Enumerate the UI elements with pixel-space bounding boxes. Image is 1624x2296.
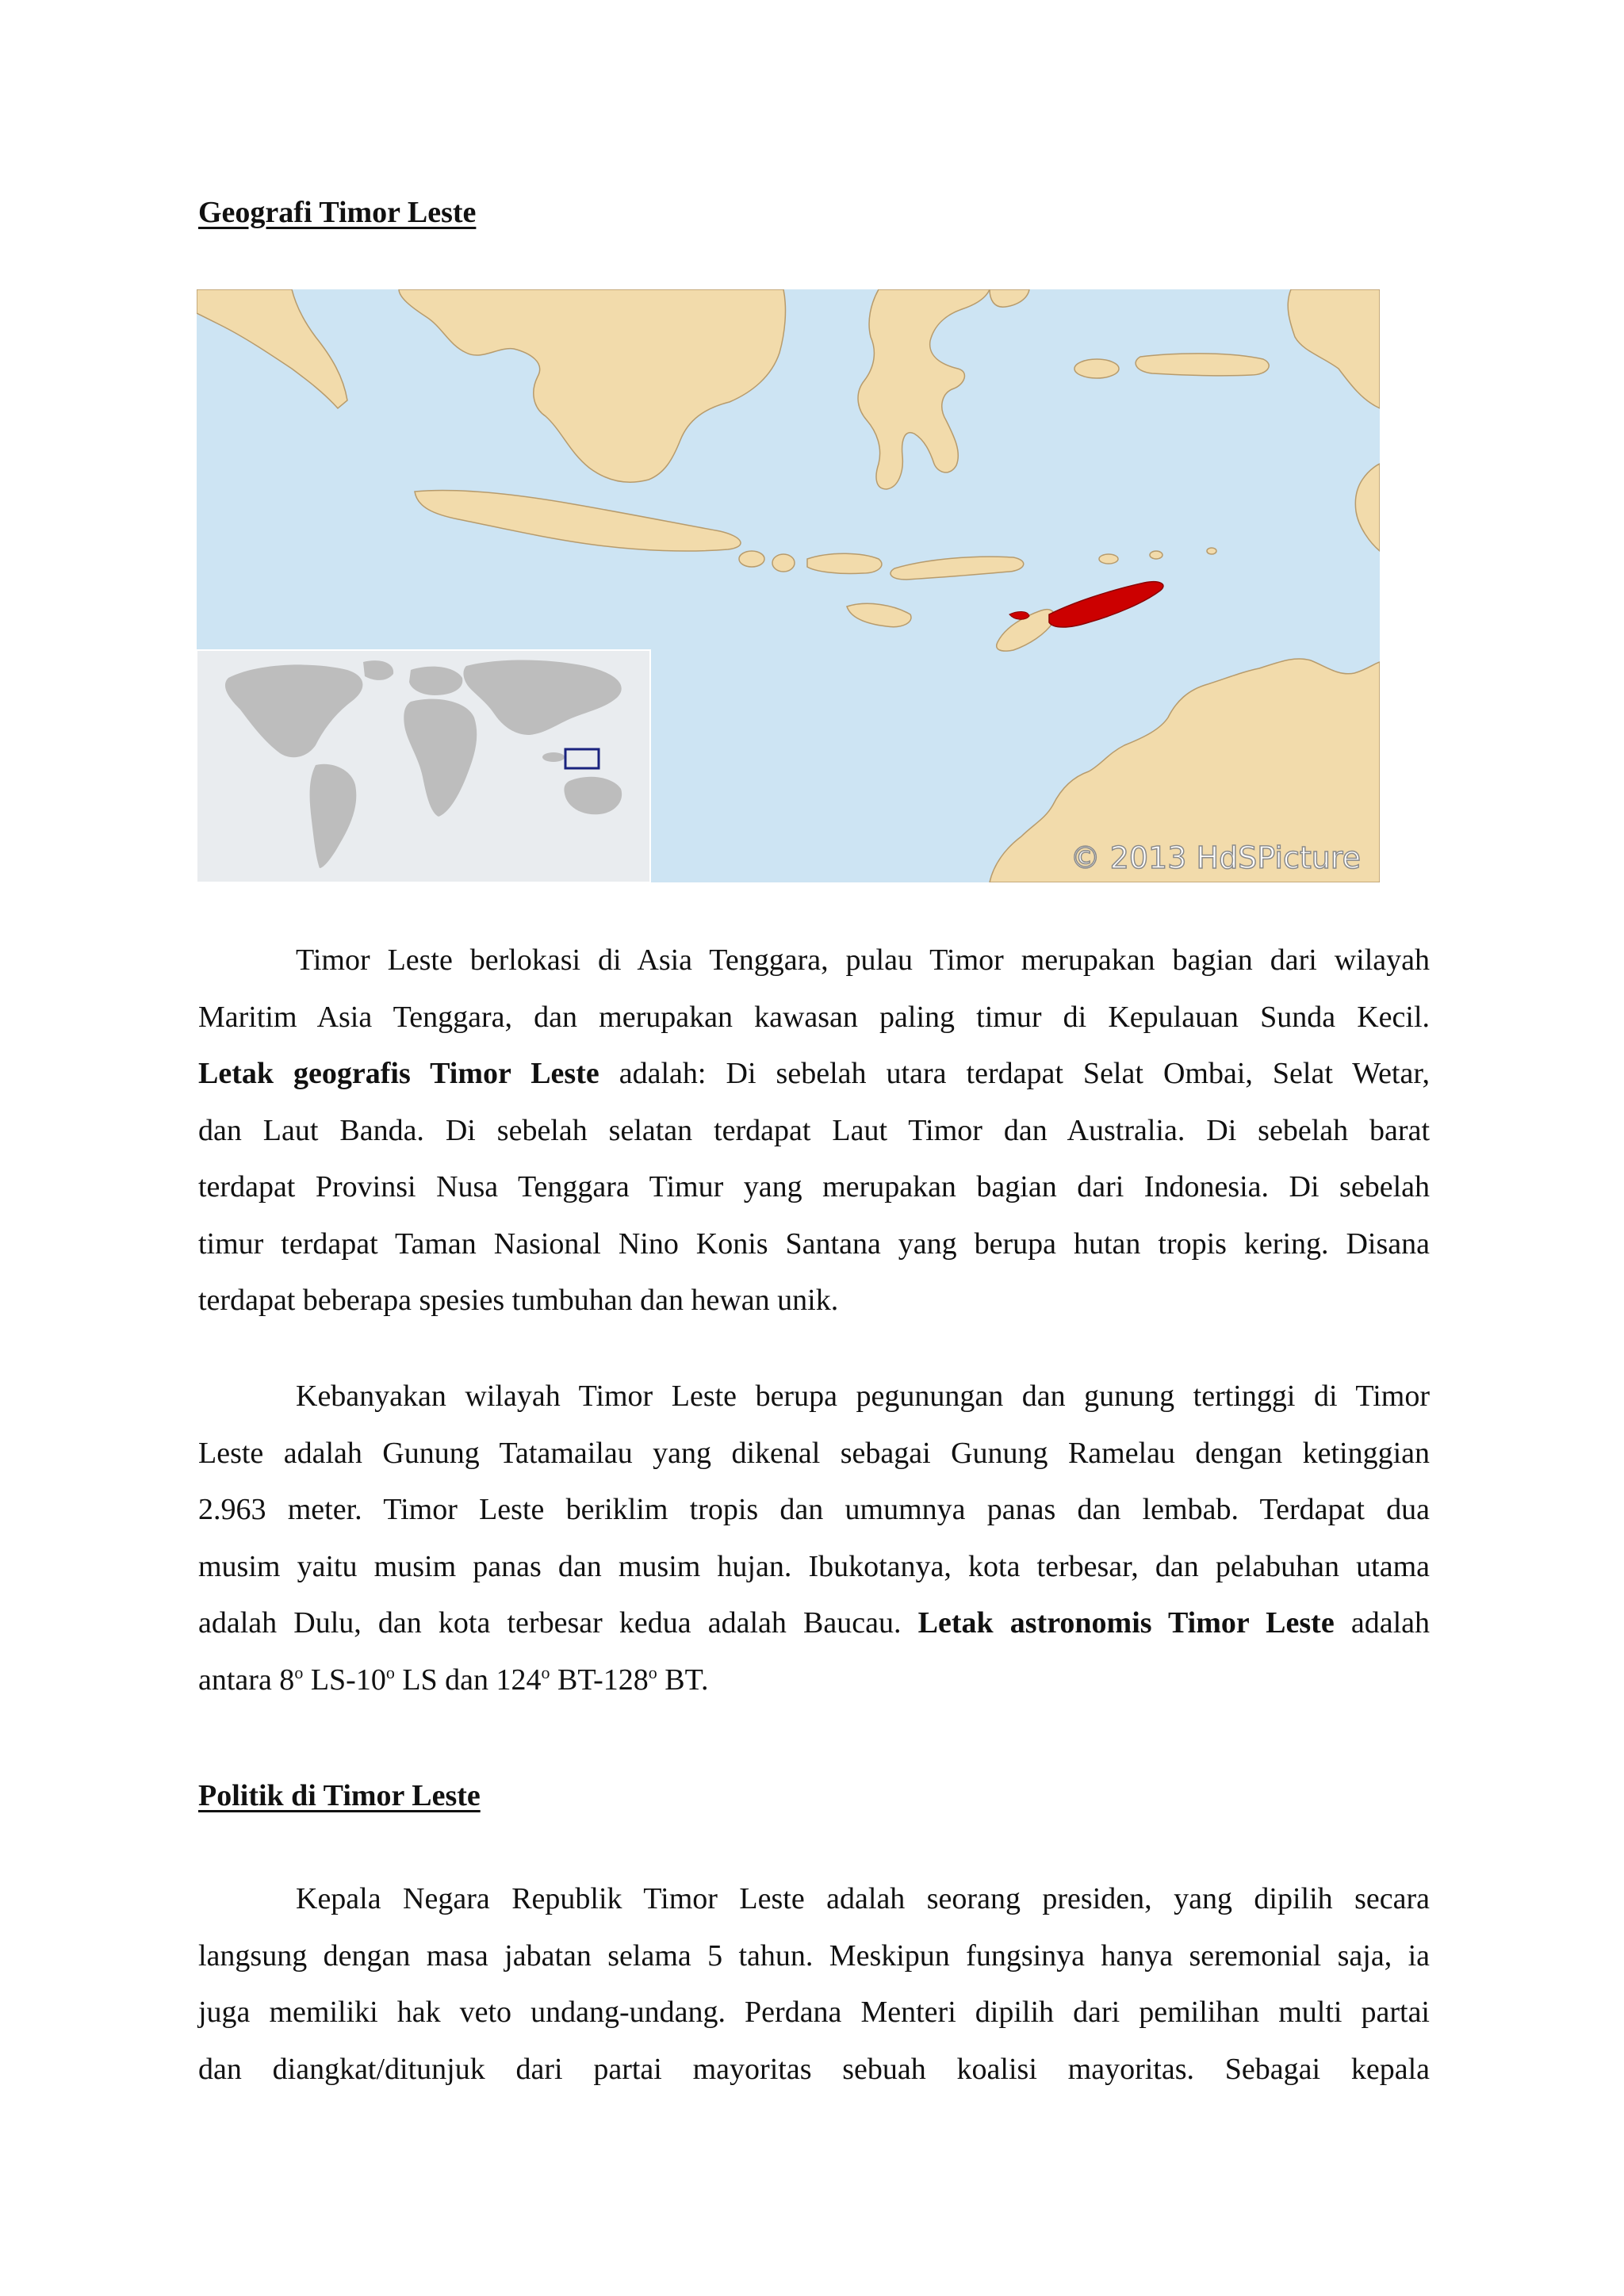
text-line: Letak geografis Timor Leste adalah: Di sebelah utara terdapat Selat Ombai, Selat Wetar, bbox=[198, 1057, 1430, 1090]
paragraph-geografi-2 bbox=[198, 1368, 1430, 1709]
map-land-buru bbox=[1074, 359, 1119, 378]
text-line: Maritim Asia Tenggara, dan merupakan kawasan paling timur di Kepulauan Sunda Kecil. bbox=[198, 1000, 1430, 1034]
text-line: musim yaitu musim panas dan musim hujan. Ibukotanya, kota terbesar, dan pelabuhan utama bbox=[198, 1549, 1430, 1583]
text-line: adalah Dulu, dan kota terbesar kedua adalah Baucau. Letak astronomis Timor Leste adalah bbox=[198, 1606, 1430, 1640]
text-line: dan diangkat/ditunjuk dari partai mayoritas sebuah koalisi mayoritas. Sebagai kepala bbox=[198, 2052, 1430, 2086]
map-land-seram bbox=[1136, 354, 1269, 376]
text-line: Kebanyakan wilayah Timor Leste berupa pegunungan dan gunung tertinggi di Timor bbox=[296, 1380, 1430, 1413]
text-line: langsung dengan masa jabatan selama 5 tahun. Meskipun fungsinya hanya seremonial saja, ia bbox=[198, 1938, 1430, 1973]
text-line: dan Laut Banda. Di sebelah selatan terdapat Laut Timor dan Australia. Di sebelah barat bbox=[198, 1113, 1430, 1147]
text-line: 2.963 meter. Timor Leste beriklim tropis dan umumnya panas dan lembab. Terdapat dua bbox=[198, 1493, 1430, 1526]
timor-leste-location-map bbox=[197, 289, 1380, 882]
text-line: Timor Leste berlokasi di Asia Tenggara, pulau Timor merupakan bagian dari wilayah bbox=[296, 943, 1430, 977]
map-graphic bbox=[197, 289, 1380, 882]
map-land-sumbawa bbox=[807, 553, 882, 573]
text-line: terdapat Provinsi Nusa Tenggara Timur yang merupakan bagian dari Indonesia. Di sebelah bbox=[198, 1170, 1430, 1203]
map-land-bali bbox=[739, 551, 764, 567]
text-line: terdapat beberapa spesies tumbuhan dan hewan unik. bbox=[198, 1284, 839, 1317]
section-heading-geografi: Geografi Timor Leste bbox=[198, 196, 477, 229]
map-land-wetar bbox=[1099, 554, 1118, 564]
text-line: juga memiliki hak veto undang-undang. Perdana Menteri dipilih dari pemilihan multi partai bbox=[198, 1996, 1430, 2029]
bold-term: Letak astronomis Timor Leste bbox=[917, 1606, 1335, 1640]
paragraph-politik-1 bbox=[198, 1871, 1430, 2098]
paragraph-geografi-1 bbox=[198, 932, 1430, 1330]
map-land-island-1 bbox=[1150, 551, 1162, 559]
text-line: antara 8$^o$ LS-10$^o$ LS dan 124$^o$ BT-128$^o$ BT. bbox=[198, 1662, 709, 1697]
inset-indonesia bbox=[542, 752, 565, 762]
bold-term: Letak geografis Timor Leste bbox=[198, 1057, 599, 1090]
section-heading-politik: Politik di Timor Leste bbox=[198, 1779, 481, 1812]
text-line: Kepala Negara Republik Timor Leste adalah seorang presiden, yang dipilih secara bbox=[296, 1882, 1430, 1915]
map-watermark: © 2013 HdSPicture bbox=[1070, 840, 1361, 875]
map-inset-world bbox=[197, 650, 650, 882]
text-line: timur terdapat Taman Nasional Nino Konis Santana yang berupa hutan tropis kering. Disana bbox=[198, 1226, 1430, 1261]
text-line: Leste adalah Gunung Tatamailau yang dikenal sebagai Gunung Ramelau dengan ketinggian bbox=[198, 1436, 1430, 1470]
map-land-island-2 bbox=[1207, 548, 1216, 554]
map-land-lombok bbox=[772, 554, 795, 572]
